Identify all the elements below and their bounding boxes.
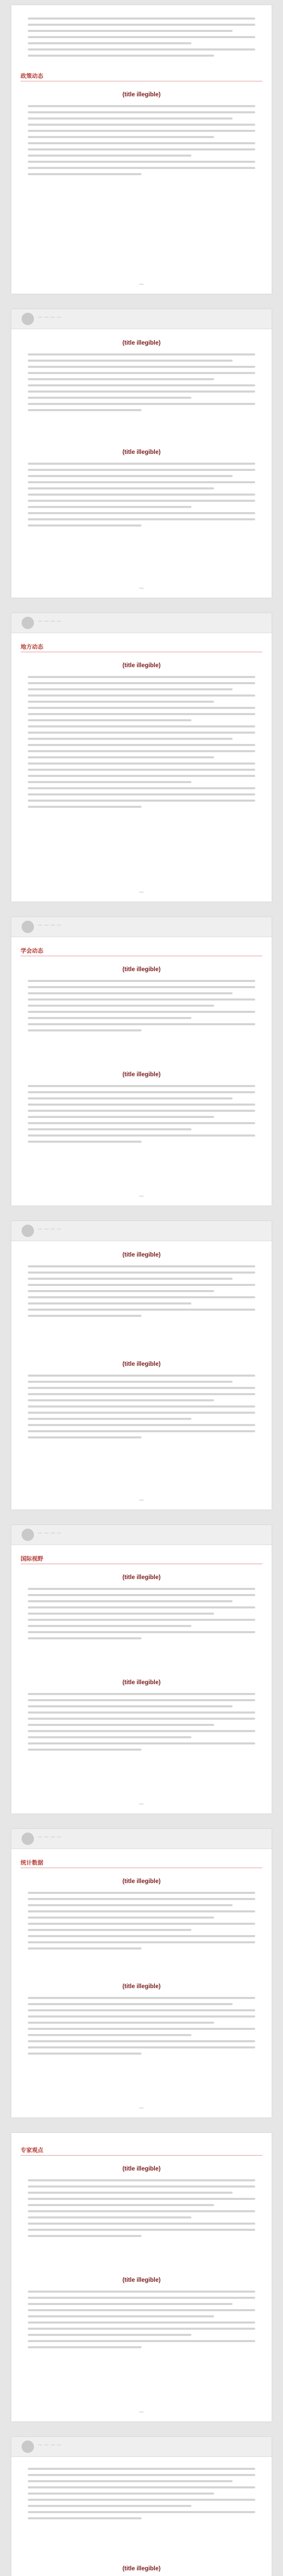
sheet-9 — [11, 2437, 272, 2576]
section-header — [21, 946, 262, 956]
sheet-5 — [11, 1221, 272, 1510]
body-text — [28, 2468, 255, 2523]
band-text: — — — — — [38, 1531, 62, 1535]
page-number: — — [139, 1497, 144, 1502]
body-text — [28, 1997, 255, 2059]
body-text — [28, 18, 255, 61]
article-title: (title illegible) — [122, 449, 161, 455]
body-text — [28, 1265, 255, 1321]
body-text — [28, 1892, 255, 1954]
section-header — [21, 71, 262, 81]
page-number: — — [139, 1193, 144, 1198]
band-text: — — — — — [38, 619, 62, 623]
article-title: (title illegible) — [122, 1680, 161, 1686]
section-header — [21, 1554, 262, 1564]
page-band — [11, 917, 272, 937]
section-header — [21, 642, 262, 652]
sheet-6 — [11, 1525, 272, 1814]
page-band — [11, 1221, 272, 1241]
body-text — [28, 1588, 255, 1643]
body-text — [28, 2291, 255, 2352]
article-title: (title illegible) — [122, 1361, 161, 1367]
page-number: — — [139, 585, 144, 590]
page-number: — — [139, 889, 144, 894]
logo-icon — [22, 1529, 34, 1541]
section-header — [21, 2145, 262, 2156]
article-title: (title illegible) — [122, 967, 161, 973]
section-title: 地方动态 — [21, 644, 43, 650]
section-title: 国际视野 — [21, 1556, 43, 1562]
band-text: — — — — — [38, 2443, 62, 2447]
page-band — [11, 2437, 272, 2457]
logo-icon — [22, 1225, 34, 1237]
article-title: (title illegible) — [122, 2166, 161, 2172]
section-title: 政策动态 — [21, 73, 43, 79]
sheet-3 — [11, 613, 272, 902]
article-title: (title illegible) — [122, 1072, 161, 1078]
band-text: — — — — — [38, 1227, 62, 1231]
body-text — [28, 353, 255, 415]
page-number: — — [139, 2105, 144, 2110]
body-text — [28, 980, 255, 1036]
page-number: — — [139, 281, 144, 286]
logo-icon — [22, 313, 34, 325]
band-text: — — — — — [38, 923, 62, 927]
article-title: (title illegible) — [122, 1574, 161, 1581]
body-text — [28, 2179, 255, 2241]
body-text — [28, 1085, 255, 1147]
article-title: (title illegible) — [122, 340, 161, 346]
article-title: (title illegible) — [122, 1984, 161, 1990]
page-band — [11, 1829, 272, 1849]
page-band — [11, 1525, 272, 1545]
sheet-8 — [11, 2133, 272, 2421]
page-band — [11, 309, 272, 329]
band-text: — — — — — [38, 1835, 62, 1839]
logo-icon — [22, 921, 34, 933]
section-title: 专家观点 — [21, 2147, 43, 2154]
page-band — [11, 613, 272, 633]
logo-icon — [22, 2441, 34, 2453]
body-text — [28, 1693, 255, 1755]
body-text — [28, 676, 255, 812]
section-title: 统计数据 — [21, 1860, 43, 1866]
sheet-1 — [11, 5, 272, 294]
logo-icon — [22, 1833, 34, 1845]
article-title: (title illegible) — [122, 2277, 161, 2283]
band-text: — — — — — [38, 315, 62, 319]
article-title: (title illegible) — [122, 663, 161, 669]
sheet-2 — [11, 309, 272, 598]
page-number: — — [139, 1801, 144, 1806]
body-text — [28, 105, 255, 179]
article-title: (title illegible) — [122, 92, 161, 98]
article-title: (title illegible) — [122, 1878, 161, 1885]
body-text — [28, 1375, 255, 1443]
article-title: (title illegible) — [122, 1252, 161, 1258]
page-number: — — [139, 2409, 144, 2414]
sheet-4 — [11, 917, 272, 1206]
body-text — [28, 463, 255, 531]
section-header — [21, 1858, 262, 1868]
article-title: (title illegible) — [122, 2566, 161, 2572]
sheet-7 — [11, 1829, 272, 2117]
section-title: 学会动态 — [21, 948, 43, 954]
logo-icon — [22, 617, 34, 629]
